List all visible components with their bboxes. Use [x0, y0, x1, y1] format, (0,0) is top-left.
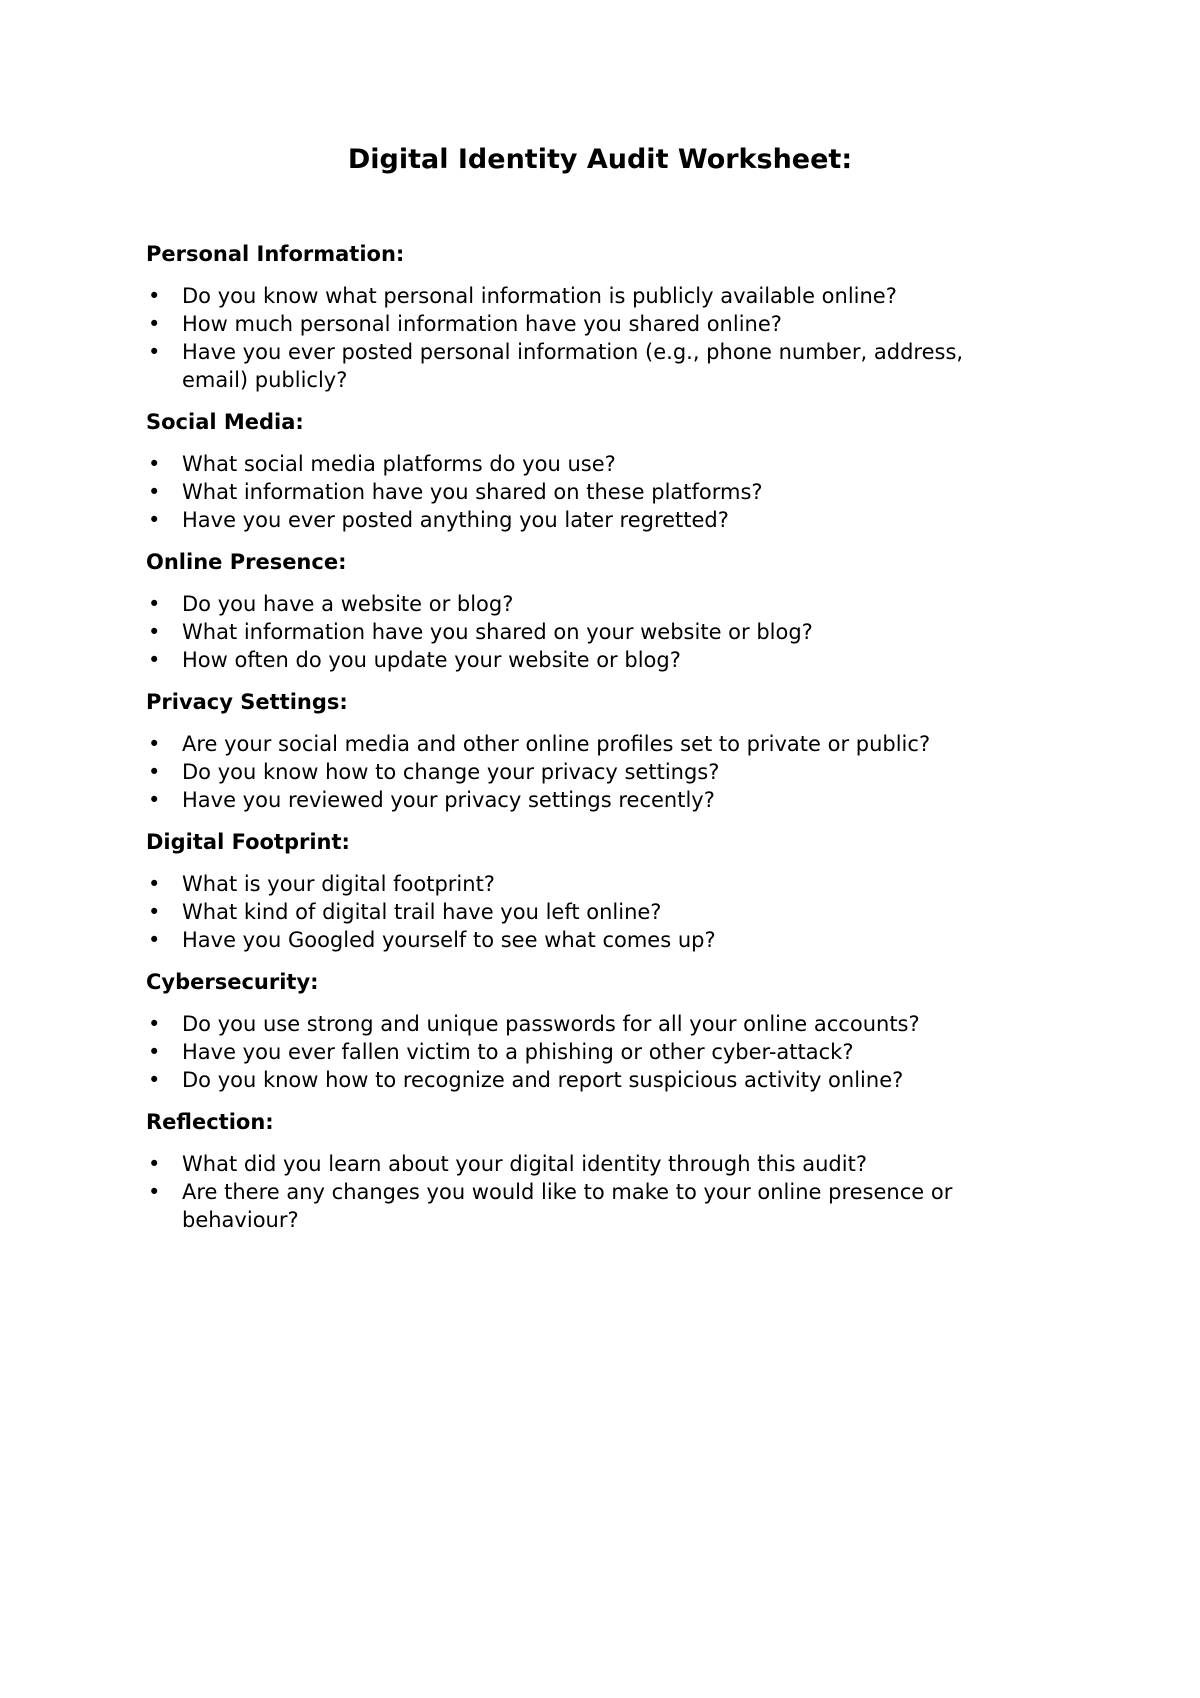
bullet-icon: • [148, 620, 161, 644]
bullet-icon: • [148, 872, 161, 896]
section-privacy-settings [146, 688, 1026, 814]
list-item [146, 478, 1026, 506]
question-text: Are your social media and other online profiles set to private or public? [182, 732, 931, 756]
list-item [146, 898, 1026, 926]
list-item [146, 450, 1026, 478]
list-item [146, 310, 1026, 338]
question-text: Have you Googled yourself to see what comes up? [182, 928, 716, 952]
list-item [146, 282, 1026, 310]
question-text: What social media platforms do you use? [182, 452, 616, 476]
question-list [146, 282, 1026, 394]
bullet-icon: • [148, 452, 161, 476]
bullet-icon: • [148, 592, 161, 616]
bullet-icon: • [148, 1152, 161, 1176]
list-item [146, 870, 1026, 898]
question-list [146, 590, 1026, 674]
list-item [146, 1038, 1026, 1066]
bullet-icon: • [148, 788, 161, 812]
question-text: Do you know what personal information is publicly available online? [182, 284, 897, 308]
bullet-icon: • [148, 1012, 161, 1036]
question-text: What information have you shared on your website or blog? [182, 620, 813, 644]
question-text: Have you ever posted personal information (e.g., phone number, address, email) publicly? [182, 340, 964, 392]
bullet-icon: • [148, 312, 161, 336]
question-text: Do you use strong and unique passwords for all your online accounts? [182, 1012, 920, 1036]
question-list [146, 730, 1026, 814]
bullet-icon: • [148, 900, 161, 924]
section-heading: Reflection: [146, 1110, 274, 1134]
question-text: What is your digital footprint? [182, 872, 495, 896]
list-item [146, 758, 1026, 786]
bullet-icon: • [148, 760, 161, 784]
question-text: Are there any changes you would like to make to your online presence or behaviour? [182, 1180, 953, 1232]
question-text: Have you ever fallen victim to a phishing or other cyber-attack? [182, 1040, 854, 1064]
list-item [146, 786, 1026, 814]
question-list [146, 1150, 1026, 1234]
list-item [146, 1150, 1026, 1178]
section-heading: Social Media: [146, 410, 304, 434]
list-item [146, 1010, 1026, 1038]
bullet-icon: • [148, 1068, 161, 1092]
bullet-icon: • [148, 284, 161, 308]
bullet-icon: • [148, 648, 161, 672]
question-text: How much personal information have you shared online? [182, 312, 782, 336]
list-item [146, 1066, 1026, 1094]
bullet-icon: • [148, 508, 161, 532]
list-item [146, 730, 1026, 758]
question-text: What information have you shared on these platforms? [182, 480, 763, 504]
section-heading: Cybersecurity: [146, 970, 319, 994]
question-list [146, 450, 1026, 534]
list-item [146, 590, 1026, 618]
bullet-icon: • [148, 732, 161, 756]
bullet-icon: • [148, 1180, 161, 1204]
question-list [146, 1010, 1026, 1094]
question-text: Do you know how to change your privacy settings? [182, 760, 720, 784]
section-digital-footprint [146, 828, 1026, 954]
page-title: Digital Identity Audit Worksheet: [347, 144, 853, 175]
list-item [146, 506, 1026, 534]
list-item [146, 646, 1026, 674]
section-heading: Online Presence: [146, 550, 347, 574]
bullet-icon: • [148, 928, 161, 952]
section-online-presence [146, 548, 1026, 674]
section-heading: Privacy Settings: [146, 690, 348, 714]
question-list [146, 870, 1026, 954]
section-heading: Digital Footprint: [146, 830, 350, 854]
bullet-icon: • [148, 340, 161, 364]
section-personal-information [146, 240, 1026, 394]
section-heading: Personal Information: [146, 242, 405, 266]
list-item [146, 1178, 1026, 1234]
worksheet-content [146, 240, 1026, 1248]
section-social-media [146, 408, 1026, 534]
list-item [146, 618, 1026, 646]
question-text: Have you reviewed your privacy settings recently? [182, 788, 715, 812]
bullet-icon: • [148, 480, 161, 504]
list-item [146, 926, 1026, 954]
question-text: Have you ever posted anything you later regretted? [182, 508, 729, 532]
question-text: Do you have a website or blog? [182, 592, 514, 616]
bullet-icon: • [148, 1040, 161, 1064]
section-cybersecurity [146, 968, 1026, 1094]
section-reflection [146, 1108, 1026, 1234]
question-text: How often do you update your website or blog? [182, 648, 681, 672]
question-text: What kind of digital trail have you left online? [182, 900, 662, 924]
question-text: Do you know how to recognize and report suspicious activity online? [182, 1068, 904, 1092]
question-text: What did you learn about your digital identity through this audit? [182, 1152, 867, 1176]
list-item [146, 338, 1026, 394]
